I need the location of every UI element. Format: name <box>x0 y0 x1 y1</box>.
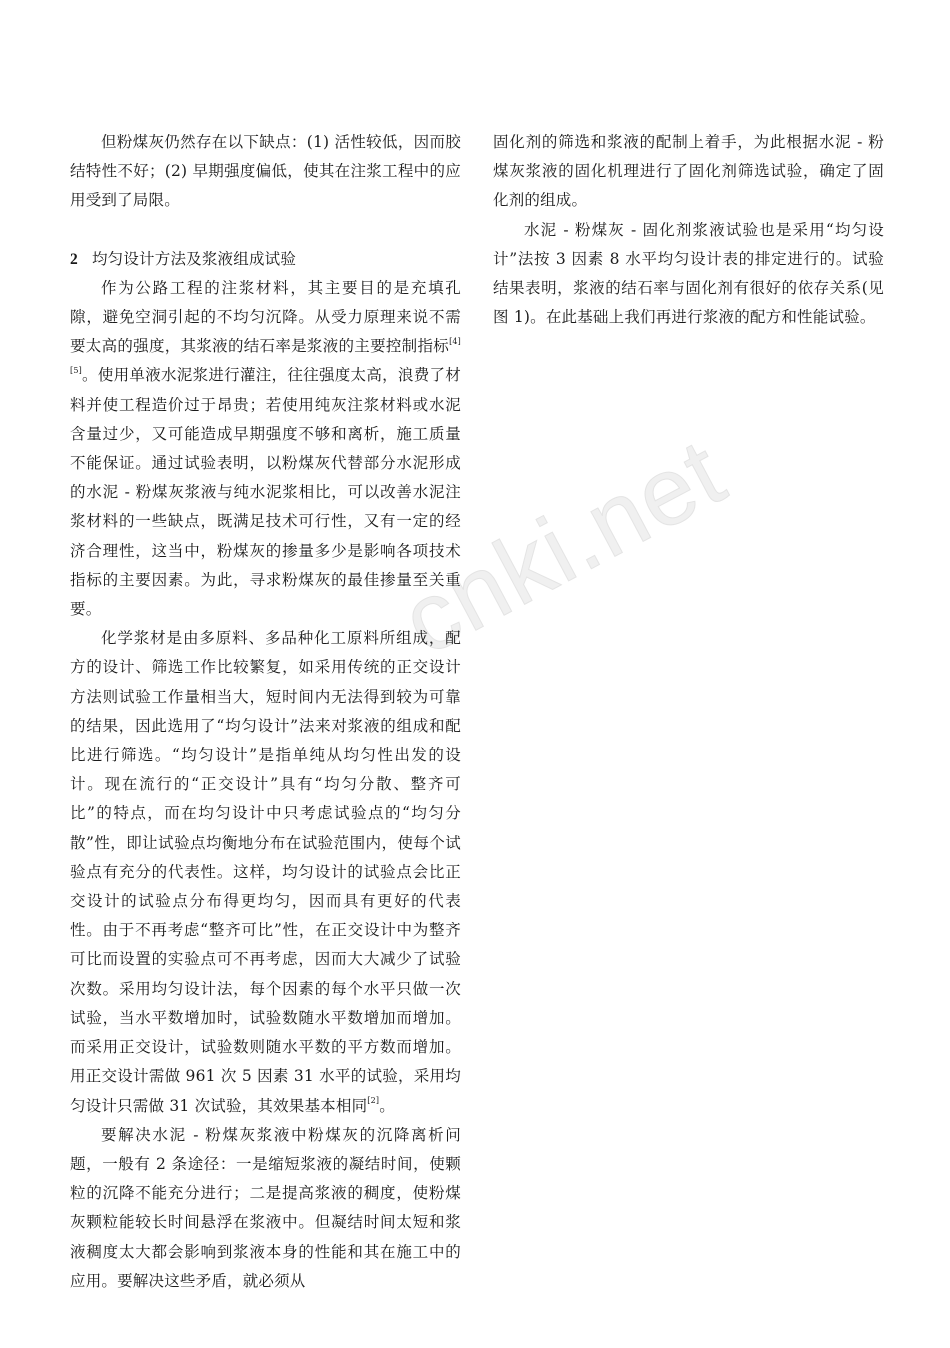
paragraph-curing-agent-continued: 固化剂的筛选和浆液的配制上着手，为此根据水泥 - 粉煤灰浆液的固化机理进行了固化剂筛选试验，确定了固化剂的组成。 <box>493 133 884 210</box>
paragraph-slurry-test: 水泥 - 粉煤灰 - 固化剂浆液试验也是采用“均匀设计”法按 3 因素 8 水平均匀设计表的排定进行的。试验结果表明，浆液的结石率与固化剂有很好的依存关系(见图 1)。在此基础上我们再进行浆液的配方和性能试验。 <box>493 220 884 327</box>
paragraph-text: 作为公路工程的注浆材料，其主要目的是充填孔隙，避免空洞引起的不均匀沉降。从受力原理来说不需要太高的强度，其浆液的结石率是浆液的主要控制指标 <box>70 278 461 356</box>
paragraph-grouting-purpose <box>70 274 461 624</box>
paragraph-text: 。 <box>379 1096 395 1115</box>
paragraph-fly-ash-drawbacks: 但粉煤灰仍然存在以下缺点：(1) 活性较低，因而胶结特性不好；(2) 早期强度偏低，使其在注浆工程中的应用受到了局限。 <box>70 133 461 210</box>
watermark: cnki.net <box>385 418 742 676</box>
paragraph-text: 化学浆材是由多原料、多品种化工原料所组成，配方的设计、筛选工作比较繁复，如采用传统的正交设计方法则试验工作量相当大，短时间内无法得到较为可靠的结果，因此选用了“均匀设计”法来对浆液的组成和配比进行筛选。“均匀设计”是指单纯从均匀性出发的设计。现在流行的“正交设计”具有“均匀分散、整齐可比”的特点，而在均匀设计中只考虑试验点的“均匀分散”性，即让试验点均衡地分布在试验范围内，使每个试验点有充分的代表性。这样，均匀设计的试验点会比正交设计的试验点分布得更均匀，因而具有更好的代表性。由于不再考虑“整齐可比”性，在正交设计中为整齐可比而设置的实验点可不再考虑，因而大大减少了试验次数。采用均匀设计法，每个因素的每个水平只做一次试验，当水平数增加时，试验数随水平数增加而增加。而采用正交设计，试验数则随水平数的平方数而增加。用正交设计需做 961 次 5 因素 31 水平的试验，采用均匀设计只需做 31 次试验，其效果基本相同 <box>70 629 461 1115</box>
paragraph-uniform-design <box>70 624 461 1120</box>
paragraph-text: 。使用单液水泥浆进行灌注，往往强度太高，浪费了材料并使工程造价过于昂贵；若使用纯灰注浆材料或水泥含量过少，又可能造成早期强度不够和离析，施工质量不能保证。通过试验表明，以粉煤灰代替部分水泥形成的水泥 - 粉煤灰浆液与纯水泥浆相比，可以改善水泥注浆材料的一些缺点，既满足技术可行性，又有一定的经济合理性，这当中，粉煤灰的掺量多少是影响各项技术指标的主要因素。为此，寻求粉煤灰的最佳掺量至关重要。 <box>70 366 461 619</box>
citation: [2] <box>367 1096 380 1106</box>
paragraph-sedimentation: 要解决水泥 - 粉煤灰浆液中粉煤灰的沉降离析问题，一般有 2 条途径：一是缩短浆液的凝结时间，使颗粒的沉降不能充分进行；二是提高浆液的稠度，使粉煤灰颗粒能较长时间悬浮在浆液中。但凝结时间太短和浆液稠度太大都会影响到浆液本身的性能和其在施工中的应用。要解决这些矛盾，就必须从 <box>70 1125 461 1290</box>
section-number: 2 <box>70 250 78 268</box>
citation: [4][5] <box>70 337 461 376</box>
left-column <box>70 128 461 1296</box>
right-column <box>493 128 884 332</box>
section-title: 均匀设计方法及浆液组成试验 <box>91 249 297 268</box>
section-heading <box>70 245 461 274</box>
